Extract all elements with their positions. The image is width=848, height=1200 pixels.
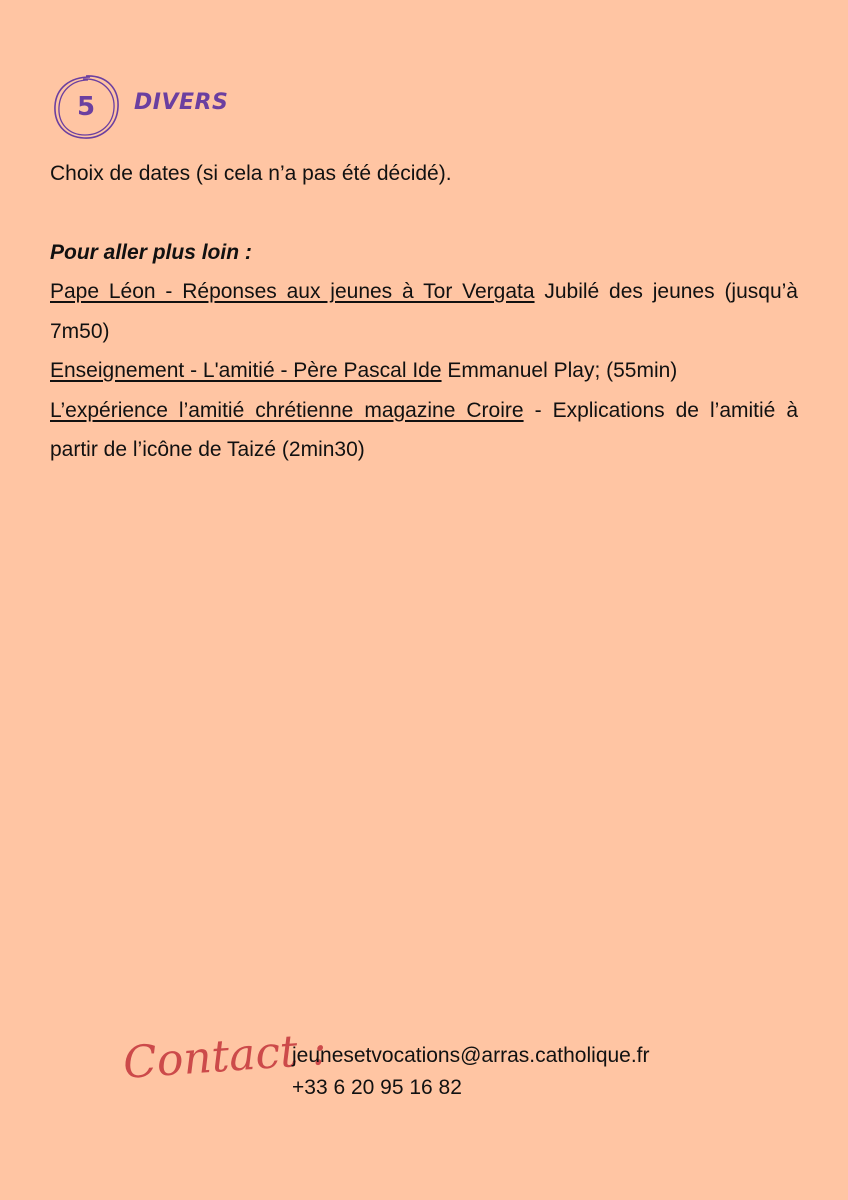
contact-details bbox=[292, 1040, 650, 1104]
resource-link-enseignement-amitie[interactable]: Enseignement - L'amitié - Père Pascal Ide bbox=[50, 359, 442, 382]
contact-phone[interactable]: +33 6 20 95 16 82 bbox=[292, 1076, 462, 1099]
resource-description: - Explications de l’amitié à partir de l’icône de Taizé (2min30) bbox=[50, 398, 799, 461]
resource-link-pape-leon[interactable]: Pape Léon - Réponses aux jeunes à Tor Vergata bbox=[50, 280, 535, 303]
section-title: DIVERS bbox=[134, 90, 229, 115]
intro-text: Choix de dates (si cela n’a pas été décidé). bbox=[50, 162, 452, 185]
contact-block bbox=[121, 1023, 765, 1118]
resource-item bbox=[50, 272, 798, 351]
resource-item bbox=[50, 391, 798, 470]
resource-link-experience-amitie[interactable]: L’expérience l’amitié chrétienne magazine Croire bbox=[50, 398, 524, 422]
resource-description: Jubilé des jeunes (jusqu’à 7m50) bbox=[50, 280, 798, 343]
further-heading: Pour aller plus loin : bbox=[50, 240, 252, 264]
content bbox=[50, 154, 798, 470]
resource-item bbox=[50, 351, 798, 391]
section-number: 5 bbox=[76, 92, 96, 122]
contact-label: Contact : bbox=[121, 1023, 329, 1089]
section-header bbox=[50, 72, 350, 142]
resource-description: Emmanuel Play; (55min) bbox=[441, 359, 678, 382]
contact-email[interactable]: jeunesetvocations@arras.catholique.fr bbox=[292, 1044, 650, 1067]
